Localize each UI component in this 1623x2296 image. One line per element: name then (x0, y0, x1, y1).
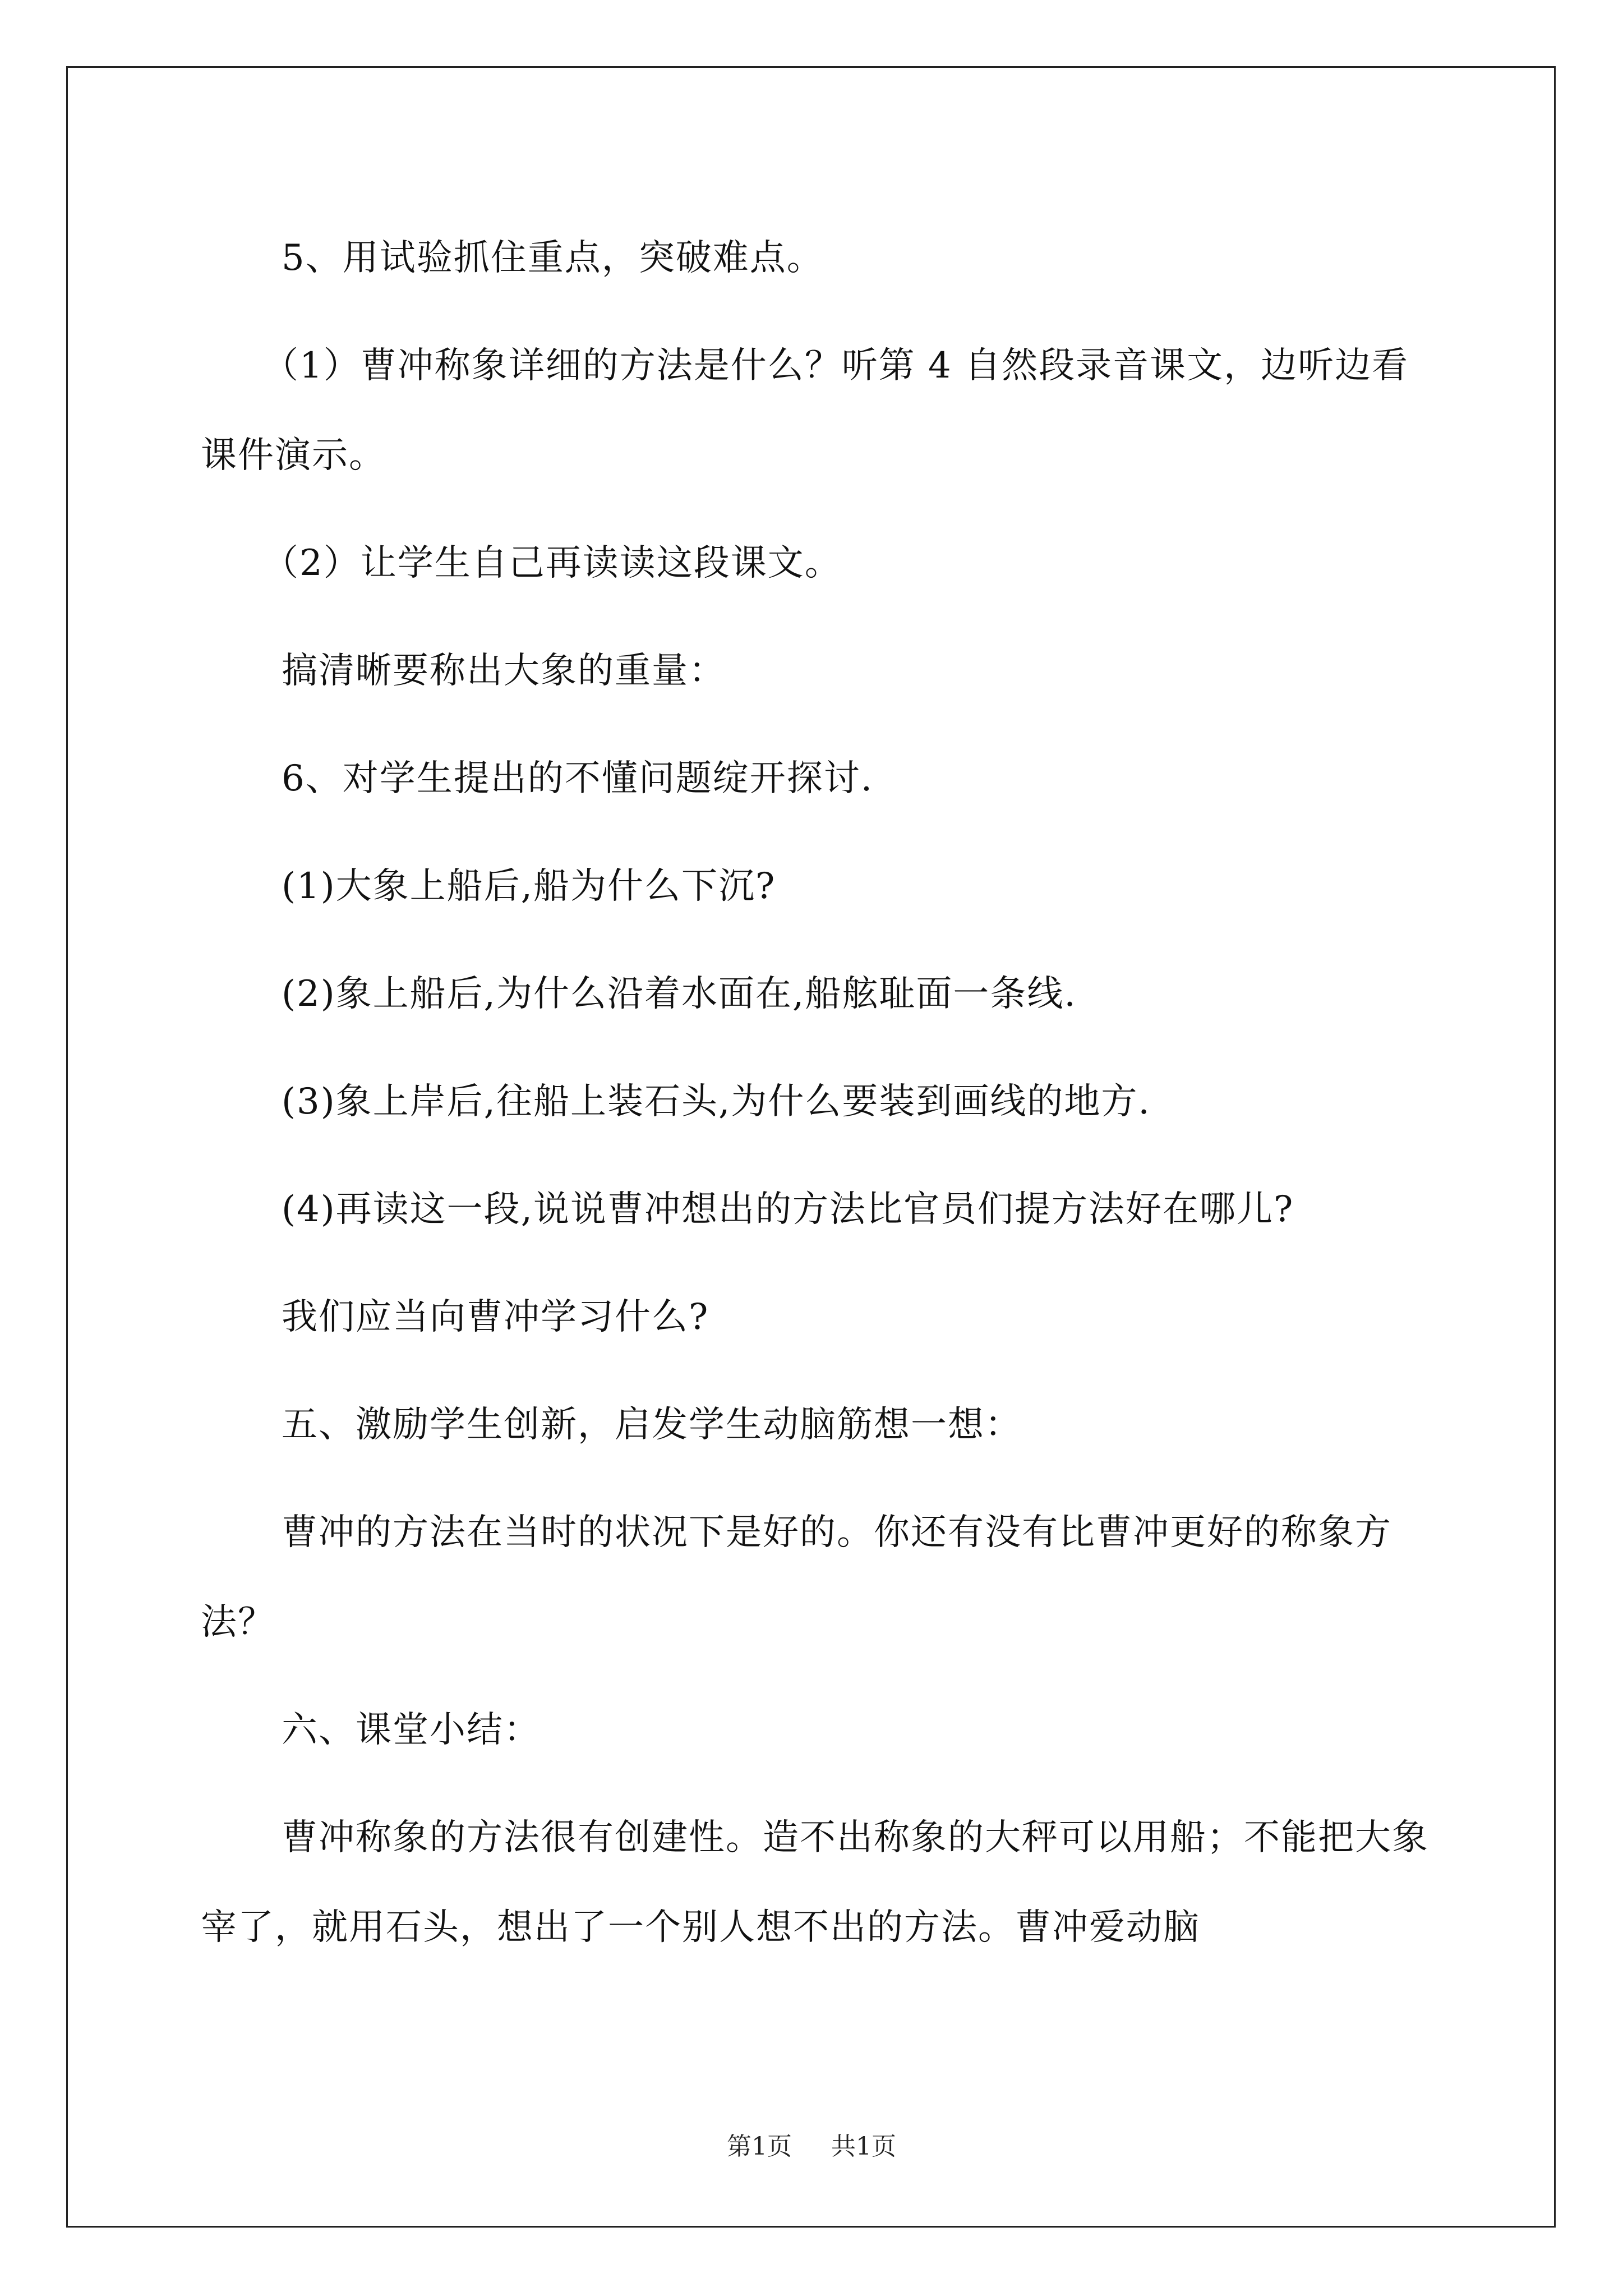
paragraph: 五、激励学生创新，启发学生动脑筋想一想： (282, 1404, 1022, 1446)
paragraph: (4)再读这一段,说说曹冲想出的方法比官员们提方法好在哪儿? (282, 1189, 1294, 1230)
paragraph: (2)象上船后,为什么沿着水面在,船舷耻面一条线. (282, 973, 1077, 1015)
paragraph: （2）让学生自己再读读这段课文。 (262, 542, 842, 584)
document-body (201, 213, 1429, 1990)
paragraph: (1)大象上船后,船为什么下沉? (282, 866, 776, 907)
paragraph: 搞清晰要称出大象的重量： (282, 650, 726, 692)
paragraph: 曹冲的方法在当时的状况下是好的。你还有没有比曹冲更好的称象方法？ (201, 1512, 1392, 1643)
page-number-total: 共1页 (831, 2132, 896, 2161)
paragraph: （1）曹冲称象详细的方法是什么？听第 4 自然段录音课文，边听边看课件演示。 (201, 345, 1409, 476)
page-footer (0, 2126, 1623, 2162)
paragraph: (3)象上岸后,往船上装石头,为什么要装到画线的地方. (282, 1081, 1151, 1122)
paragraph: 6、对学生提出的不懂问题绽开探讨. (282, 758, 874, 799)
paragraph: 六、课堂小结： (282, 1709, 541, 1751)
page-number-current: 第1页 (727, 2132, 792, 2161)
paragraph: 曹冲称象的方法很有创建性。造不出称象的大秤可以用船；不能把大象宰了，就用石头，想出了一个别人想不出的方法。曹冲爱动脑 (201, 1817, 1429, 1948)
paragraph: 我们应当向曹冲学习什么? (282, 1296, 709, 1338)
paragraph: 5、用试验抓住重点，突破难点。 (282, 237, 824, 279)
